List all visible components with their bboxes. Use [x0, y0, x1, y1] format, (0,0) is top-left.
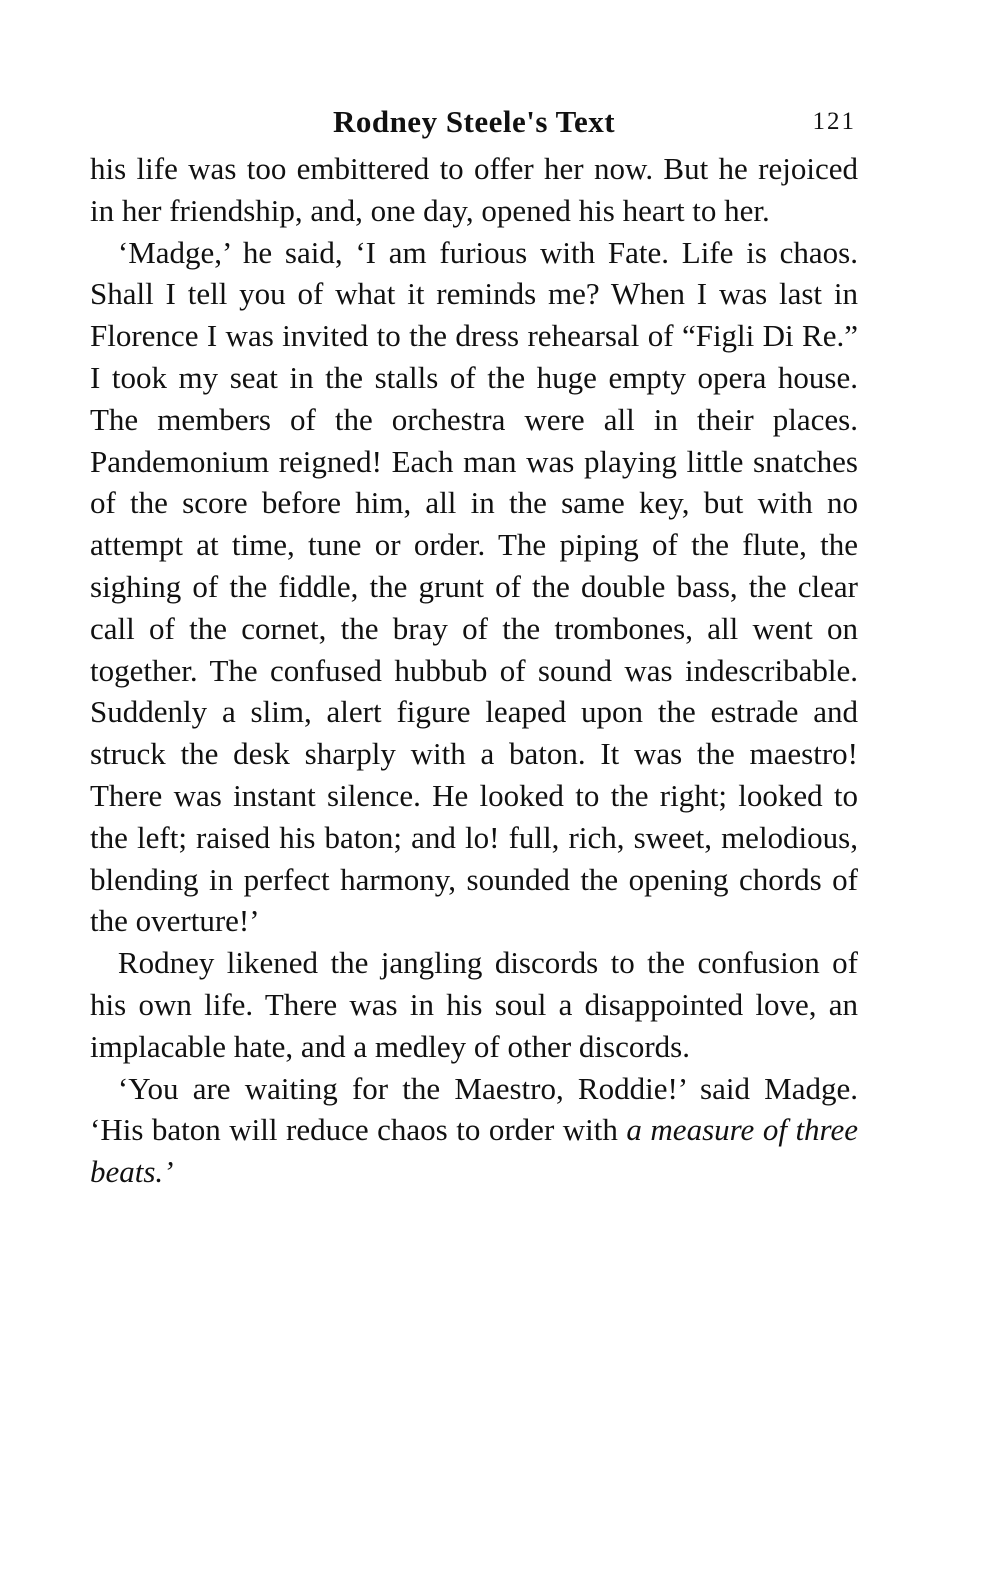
- page-number: 121: [812, 108, 856, 135]
- paragraph-4-italic-phrase: a measure of three beats.’: [90, 1112, 858, 1190]
- paragraph-4-text: ‘You are waiting for the Maestro, Roddie!’ said Madge. ‘His baton will reduce chaos to order with: [90, 1070, 858, 1148]
- paragraph-2: ‘Madge,’ he said, ‘I am furious with Fate. Life is chaos. Shall I tell you of what it reminds me? When I was last in Florence I was invited to the dress rehearsal of “Figli Di Re.” I took my seat in the stalls of the huge empty opera house. The members of the orchestra were all in their places. Pandemonium reigned! Each man was playing little snatches of the score before him, all in the same key, but with no attempt at time, tune or order. The piping of the flute, the sighing of the fiddle, the grunt of the double bass, the clear call of the cornet, the bray of the trombones, all went on together. The confused hubbub of sound was indescribable. Suddenly a slim, alert figure leaped upon the estrade and struck the desk sharply with a baton. It was the maestro! There was instant silence. He looked to the right; looked to the left; raised his baton; and lo! full, rich, sweet, melodious, blending in perfect harmony, sounded the opening chords of the overture!’: [90, 234, 858, 939]
- paragraph-3: Rodney likened the jangling discords to the confusion of his own life. There was in his soul a disappointed love, an implacable hate, and a medley of other discords.: [90, 945, 858, 1064]
- paragraph-1: his life was too embittered to offer her now. But he rejoiced in her friendship, and, one day, opened his heart to her.: [90, 151, 858, 228]
- body-text: [90, 148, 858, 1193]
- paragraph-4: [90, 1068, 858, 1193]
- running-title: Rodney Steele's Text: [332, 104, 616, 139]
- book-page: [90, 96, 858, 1193]
- running-head: [90, 96, 858, 148]
